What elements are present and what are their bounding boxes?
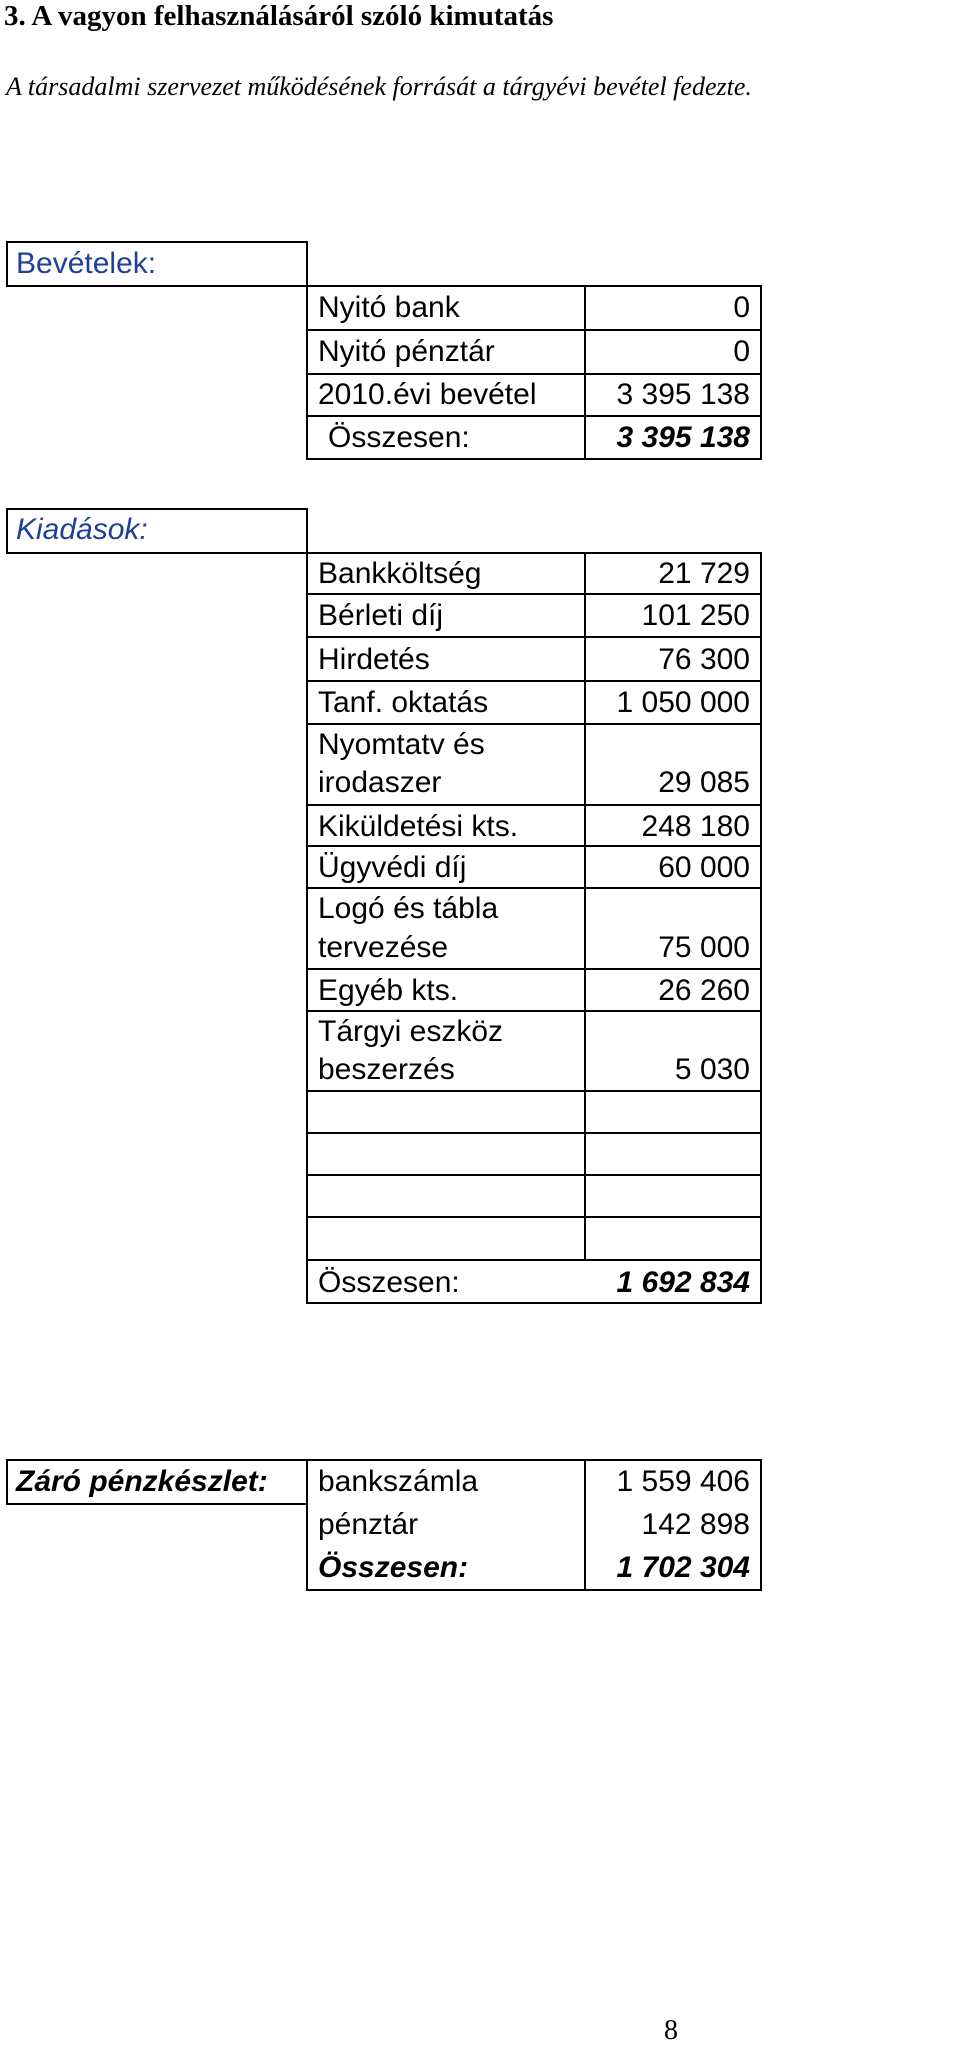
expense-row-name: Kiküldetési kts. <box>318 810 519 843</box>
page-number: 8 <box>664 2015 678 2046</box>
expenses-row-line <box>306 1132 762 1134</box>
expense-row-name: Hirdetés <box>318 643 430 676</box>
expenses-total-value: 1 692 834 <box>616 1266 750 1299</box>
income-row-line <box>306 415 762 417</box>
expense-row-name-line1: Tárgyi eszköz <box>318 1015 504 1048</box>
expense-row-name: Tanf. oktatás <box>318 686 489 719</box>
expenses-row-line <box>306 1174 762 1176</box>
expense-row-value: 29 085 <box>658 766 750 799</box>
income-row-value: 3 395 138 <box>616 378 750 411</box>
expenses-row-line <box>306 680 762 682</box>
expense-row-name-line2: irodaszer <box>318 766 442 799</box>
expenses-row-line <box>306 552 762 554</box>
income-row-value: 0 <box>733 291 750 324</box>
income-label: Bevételek: <box>16 247 157 280</box>
closing-table-left-border <box>306 1459 308 1591</box>
closing-label: Záró pénzkészlet: <box>16 1465 268 1498</box>
expense-row-name: Bérleti díj <box>318 599 444 632</box>
expenses-row-line <box>306 1090 762 1092</box>
income-row-line <box>306 329 762 331</box>
closing-total-value: 1 702 304 <box>616 1551 750 1584</box>
section-title: 3. A vagyon felhasználásáról szóló kimutatás <box>4 0 554 32</box>
expenses-label: Kiadások: <box>16 513 148 546</box>
expenses-row-line <box>306 1259 762 1261</box>
expense-row-value: 248 180 <box>641 810 750 843</box>
expense-row-name: Ügyvédi díj <box>318 851 467 884</box>
section-subtitle: A társadalmi szervezet működésének forrását a tárgyévi bevétel fedezte. <box>6 72 752 101</box>
expenses-table-divider <box>584 552 586 1261</box>
closing-row-name: bankszámla <box>318 1465 479 1498</box>
income-row-line <box>306 458 762 460</box>
closing-label-left-border <box>6 1459 8 1505</box>
expenses-total-label: Összesen: <box>318 1266 460 1299</box>
expenses-row-line <box>306 1302 762 1304</box>
closing-row-value: 142 898 <box>641 1508 750 1541</box>
income-row-name: Nyitó pénztár <box>318 335 495 368</box>
expense-row-value: 1 050 000 <box>616 686 750 719</box>
expense-row-name-line1: Nyomtatv és <box>318 728 485 761</box>
expense-row-value: 5 030 <box>674 1053 750 1086</box>
closing-label-bottom-border <box>6 1503 308 1505</box>
income-total-value: 3 395 138 <box>616 421 750 454</box>
expense-row-value: 75 000 <box>658 931 750 964</box>
expenses-row-line <box>306 1010 762 1012</box>
expense-row-value: 26 260 <box>658 974 750 1007</box>
expenses-table-right-border <box>760 552 762 1304</box>
income-row-line <box>306 285 762 287</box>
closing-total-label: Összesen: <box>318 1551 469 1584</box>
expense-row-name-line1: Logó és tábla <box>318 892 499 925</box>
closing-table-divider <box>584 1459 586 1591</box>
income-row-name: 2010.évi bevétel <box>318 378 537 411</box>
expenses-row-line <box>306 968 762 970</box>
expenses-row-line <box>306 845 762 847</box>
expense-row-value: 101 250 <box>641 599 750 632</box>
income-row-name: Nyitó bank <box>318 291 460 324</box>
expenses-row-line <box>306 887 762 889</box>
closing-table-right-border <box>760 1459 762 1591</box>
expenses-table-left-border <box>306 552 308 1304</box>
closing-row-value: 1 559 406 <box>616 1465 750 1498</box>
expense-row-name: Egyéb kts. <box>318 974 459 1007</box>
expenses-row-line <box>306 1216 762 1218</box>
expense-row-value: 21 729 <box>658 557 750 590</box>
closing-table-top-border <box>6 1459 762 1461</box>
expenses-row-line <box>306 593 762 595</box>
expenses-row-line <box>306 636 762 638</box>
closing-table-bottom-border <box>306 1589 762 1591</box>
income-row-line <box>306 373 762 375</box>
expense-row-value: 76 300 <box>658 643 750 676</box>
income-row-value: 0 <box>733 335 750 368</box>
expense-row-name-line2: tervezése <box>318 931 449 964</box>
closing-row-name: pénztár <box>318 1508 419 1541</box>
income-total-label: Összesen: <box>328 421 470 454</box>
expenses-row-line <box>306 804 762 806</box>
expenses-row-line <box>306 723 762 725</box>
expense-row-value: 60 000 <box>658 851 750 884</box>
expense-row-name: Bankköltség <box>318 557 482 590</box>
expense-row-name-line2: beszerzés <box>318 1053 455 1086</box>
